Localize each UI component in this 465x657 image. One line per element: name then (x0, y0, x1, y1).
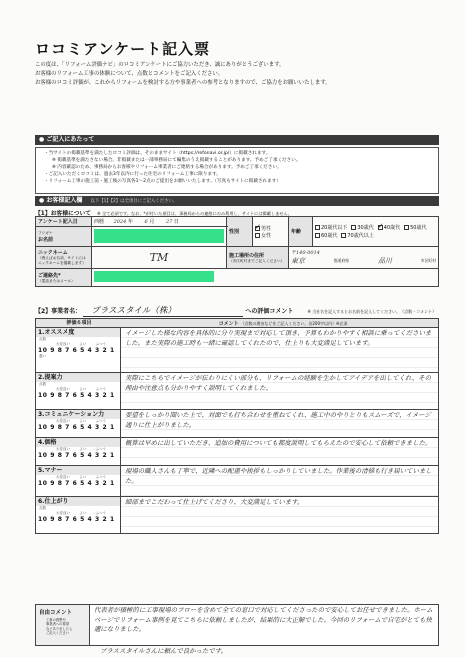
eval-item-label: 1.オススメ度 (36, 328, 120, 337)
intro-text: この度は、「リフォーム評価ナビ」のロコミアンケートにご協力いただき、誠にありがとうございます。 お客様のリフォーム工事の体験について、点数とコメントをご記入ください。 お客様のロコミ評価が、これからリフォームを検討する方や事業者への参考となりますので、ご協力をお願いいたします。 (35, 62, 331, 86)
address-city: 品川 (377, 257, 392, 265)
age-option-30s[interactable]: 30歳代 (351, 224, 373, 231)
eval-comment-1[interactable] (121, 328, 439, 373)
year-value: 2024 (113, 219, 127, 225)
age-option-70s[interactable]: 70歳代以上 (341, 232, 373, 239)
age-options[interactable] (313, 217, 439, 247)
business-name[interactable]: プラススタイル（株） (83, 304, 243, 317)
nickname-field[interactable] (92, 247, 227, 269)
nickname-note: （例えばお名前、サイトにはニックネームを掲載します） (38, 256, 86, 265)
score-scale[interactable]: 10 9 8 7 6 5 4 3 2 1 (38, 480, 115, 487)
score-scale[interactable]: 10 9 8 7 6 5 4 3 2 1 (38, 452, 115, 459)
comment-text: 概算は早めに出していただき、追加の費用についても都度説明してもらえたので安心して依頼できました。 (125, 439, 432, 447)
age-option-50s[interactable]: 50歳代 (404, 224, 426, 231)
eval-item-2 (35, 373, 121, 410)
nickname-label: ニックネーム （例えばお名前、サイトにはニックネームを掲載します） (36, 247, 92, 269)
answer-date-field[interactable] (92, 217, 227, 227)
day-unit: 日 (173, 219, 179, 225)
points-label: 点数 (39, 506, 46, 510)
col-comment-header: コメント （点数の理由などをご記入ください。各200字以内）※必須 (218, 321, 348, 327)
eval-comment-4[interactable] (121, 438, 439, 466)
name-label: フリガナ お名前 (36, 227, 92, 247)
business-suffix: への評価コメント (245, 308, 294, 315)
answer-date-label: アンケート記入日 (36, 217, 92, 227)
customer-heading: お客様記入欄 (46, 197, 83, 204)
comment-text: 細部までこだわって仕上げてくださり、大変満足しています。 (125, 498, 304, 506)
score-scale[interactable]: 10 9 8 7 6 5 4 3 2 1 (38, 392, 115, 399)
eval-item-6 (35, 497, 121, 534)
eval-comment-2[interactable] (121, 373, 439, 410)
comment-text: 要望をしっかり聞いた上で、対面でも打ち合わせを重ねてくれ、施工中のやりとりもスムーズで、イメージ通りに仕上がりました。 (125, 411, 431, 429)
scale-right-label: 悪い (39, 354, 46, 358)
eval-item-5 (35, 466, 121, 497)
gender-option-male[interactable]: ✓男性 (255, 225, 286, 232)
free-comment-label-cell (36, 605, 90, 645)
age-label: 年齢 (289, 217, 313, 247)
month-unit: 月 (149, 219, 155, 225)
scale-labels: 大変良い よい ふつう (56, 447, 106, 451)
eval-item-4 (35, 438, 121, 466)
free-comment-label: 自由コメント (39, 610, 73, 616)
free-comment-text: 代表者が積極的に工事現場のフローを含めて全ての窓口で対応してくださったので安心してお任せできました。ホームページでリフォーム事例を見てこちらに依頼しましたが、結果的に大正解でした。今回のリフォームで自宅がとても快適になりました。 (94, 606, 433, 633)
gender-label: 性別 (227, 217, 253, 247)
points-label: 点数 (39, 337, 46, 341)
address-field[interactable]: 〒140-0014 東京 都道府県 品川 市区町村 (289, 247, 439, 269)
score-scale[interactable]: 10 9 8 7 6 5 4 3 2 1 (38, 516, 115, 523)
col-item-header: 評価６項目 (66, 320, 92, 326)
checkbox-icon (351, 225, 356, 230)
notice-line-1: ・当サイトの掲載基準を満たしたロコミ評価は、そのままサイト（https://refonavi.or.jp/）に掲載されます。 (44, 151, 271, 156)
customer-info-table (35, 216, 439, 287)
address-note: （市区町村までご記入ください） (229, 258, 285, 263)
phone-label: ご連絡先* （電話またはメール） (36, 269, 92, 287)
notice-heading-bar (35, 135, 439, 145)
free-comment-tail: プラススタイルさんに頼んで良かったです。 (100, 647, 227, 655)
name-redaction (94, 229, 224, 243)
address-pref: 東京 (291, 257, 305, 265)
address-zip-rest: 0014 (307, 250, 320, 256)
notice-heading-icon: ● (39, 136, 45, 143)
eval-item-label: 4.価格 (36, 438, 120, 447)
checkbox-icon (255, 233, 260, 238)
gender-option-female[interactable]: 女性 (255, 232, 286, 239)
business-line (35, 304, 439, 317)
scale-labels: 大変良い よい ふつう (56, 511, 106, 515)
eval-item-label: 2.提案力 (36, 373, 120, 382)
eval-item-label: 3.コミュニケーション力 (36, 410, 120, 419)
eval-comment-3[interactable] (121, 410, 439, 438)
checkbox-checked-icon (378, 225, 383, 230)
notice-line-4: ・ご記入いただくロコミは、過去3年以内に行った住宅のリフォーム工事に限ります。 (44, 172, 221, 177)
customer-heading-bar (35, 196, 439, 206)
phone-redaction (94, 271, 214, 282)
comment-text: 実際にこちらでイメージが伝わりにくい部分も、リフォームの経験を生かしてアイデアを出してくれ、その理由や注意点も分かりやすく説明してくれました。 (125, 374, 431, 392)
checkbox-icon (341, 233, 346, 238)
address-city-units: 市区町村 (420, 258, 436, 263)
year-unit: 年 (127, 219, 133, 225)
notice-line-2: ※ 掲載基準を満たさない場合、非掲載または一部事務局にて編集のうえ掲載することがあります。予めご了承ください。 (52, 158, 301, 163)
phone-note: （電話またはメール） (38, 278, 75, 283)
part2-note: ※ 当社名を記入するとお名前を記入してください。（点数・コメント） (307, 309, 437, 314)
score-scale[interactable]: 10 9 8 7 6 5 4 3 2 1 (38, 347, 115, 354)
part1-label: 【1】お客様について (35, 211, 92, 217)
customer-heading-note: 以下【1】【2】は全項目にご記入ください。 (90, 199, 178, 204)
checkbox-icon (315, 233, 320, 238)
scale-labels: 大変良い よい ふつう (56, 387, 106, 391)
eval-comment-5[interactable] (121, 466, 439, 497)
address-zip-prefix: 〒140 (291, 250, 306, 256)
eval-comment-6[interactable] (121, 497, 439, 534)
notice-box (35, 147, 439, 194)
free-comment-text-area[interactable] (94, 606, 438, 635)
notice-heading: ご記入にあたって (46, 136, 95, 143)
scale-labels: 大変良い よい ふつう (56, 342, 106, 346)
score-scale[interactable]: 10 9 8 7 6 5 4 3 2 1 (38, 424, 115, 431)
address-label: 施工場所の住所 （市区町村までご記入ください） (227, 247, 289, 269)
eval-item-1 (35, 328, 121, 373)
day-value: 27 (165, 219, 173, 225)
points-label: 点数 (39, 382, 46, 386)
nickname-value: TM (149, 251, 169, 264)
eval-item-label: 5.マナー (36, 466, 120, 475)
age-option-60s[interactable]: 60歳代 (315, 232, 337, 239)
checkbox-icon (315, 225, 320, 230)
furigana-label: フリガナ (38, 230, 53, 235)
gender-options[interactable] (253, 217, 289, 247)
form-title: ロコミアンケート記入票 (35, 40, 211, 58)
col-comment-note: （点数の理由などをご記入ください。各200字以内）※必須 (240, 321, 348, 326)
scale-labels: 大変良い よい ふつう (56, 419, 106, 423)
era-label: 西暦 (94, 219, 105, 225)
age-option-20s[interactable]: 20歳代以下 (315, 224, 347, 231)
month-value: 6 (144, 219, 148, 225)
address-pref-units: 都道府県 (333, 258, 350, 263)
eval-item-3 (35, 410, 121, 438)
phone-field[interactable] (92, 269, 439, 287)
comment-text: 現場の職人さんも丁寧で、近隣への配慮や挨拶もしっかりしていました。作業後の清掃も行き届いていました。 (125, 467, 432, 485)
part1-note: ※ 全て必須です。なお、*が付いた項目は、事務局からの連絡にのみ利用し、サイトには掲載しません。 (97, 211, 293, 216)
notice-line-3: ※ 内容確認のため、事務局からお客様やリフォーム事業者にご連絡する場合があります。予めご了承ください。 (52, 165, 282, 170)
checkbox-icon (404, 225, 409, 230)
customer-heading-icon: ● (39, 197, 45, 204)
evaluation-table-header (35, 318, 439, 328)
checkbox-checked-icon (255, 226, 260, 231)
free-comment-box[interactable] (35, 604, 439, 646)
notice-line-5: ・リフォーム工事の施工前・施工後の写真各1～2点のご提出をお願いいたします。（写真もサイトに掲載されます） (44, 179, 281, 184)
age-option-40s[interactable]: ✓ 40歳代 (378, 224, 400, 231)
scale-labels: 大変良い よい ふつう (56, 475, 106, 479)
name-field[interactable] (92, 227, 227, 247)
comment-text: イメージした様な内容を具体的に分り実現まで対応して頂き、予算もわかりやすく相談に乗ってくださいました。また実際の施工時も一緒に確認してくれたので、仕上りも大変満足しています。 (125, 329, 432, 347)
free-comment-note: 工事の感想や 事業者への要望 などありましたら ご記入ください (46, 618, 73, 636)
part2-label: 【2】事業者名： (35, 308, 82, 315)
eval-item-label: 6.仕上がり (36, 497, 120, 506)
